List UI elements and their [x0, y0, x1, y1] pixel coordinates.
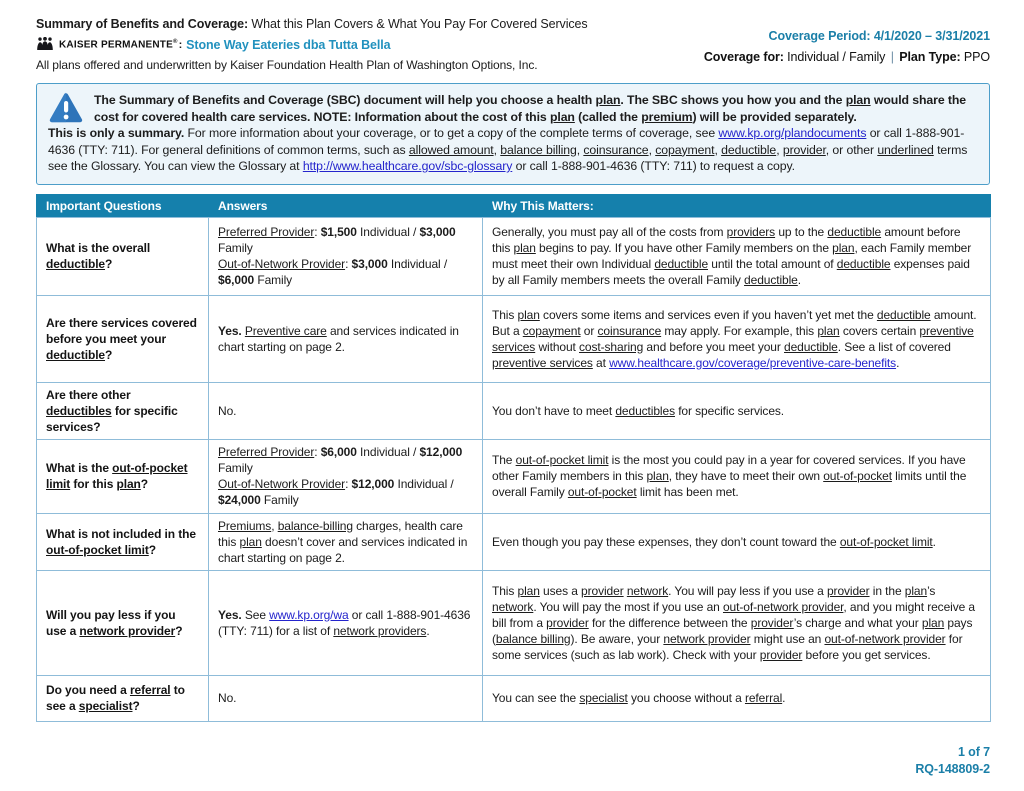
answer-cell: Yes. See www.kp.org/wa or call 1-888-901-4636 (TTY: 711) for a list of network providers. — [209, 570, 483, 675]
question-cell: Are there other deductibles for specific services? — [37, 382, 209, 439]
registered-mark: ® — [172, 39, 178, 46]
answer-cell: Preferred Provider: $1,500 Individual / $3,000 Family Out-of-Network Provider: $3,000 Individual / $6,000 Family — [209, 217, 483, 295]
table-row — [37, 570, 991, 675]
sbc-notice-box — [36, 83, 990, 185]
question-cell: Will you pay less if you use a network provider? — [37, 570, 209, 675]
document-header — [36, 16, 990, 72]
header-important-questions: Important Questions — [37, 194, 209, 217]
why-cell: You don’t have to meet deductibles for specific services. — [483, 382, 991, 439]
answer-cell: No. — [209, 675, 483, 721]
header-answers: Answers — [209, 194, 483, 217]
inline-link[interactable]: www.healthcare.gov/coverage/preventive-care-benefits — [609, 355, 897, 370]
notice-intro-text: The Summary of Benefits and Coverage (SBC) document will help you choose a health plan. The SBC shows you how you and the plan would share the cost for covered health care services. NOTE: Information about the cost of this plan (called the premium) will be provided separately. — [94, 93, 967, 124]
document-id: RQ-148809-2 — [915, 762, 990, 776]
table-row — [37, 217, 991, 295]
page-title: Summary of Benefits and Coverage: What this Plan Covers & What You Pay For Covered Services — [36, 17, 588, 31]
notice-body-text: This is only a summary. For more information about your coverage, or to get a copy of the complete terms of coverage, see www.kp.org/plandocuments or call 1-888-901-4636 (TTY: 711). For general definitions of common terms, such as allowed amount, balance billing, coinsurance, copayment, deductible, provider, or other underlined terms see the Glossary. You can view the Glossary at http://www.healthcare.gov/sbc-glossary or call 1-888-901-4636 (TTY: 711) to request a copy. — [48, 126, 968, 173]
why-cell: This plan covers some items and services even if you haven’t yet met the deductible amount. But a copayment or coinsurance may apply. For example, this plan covers certain preventive services without cost-sharing and before you meet your deductible. See a list of covered preventive services at www.healthcare.gov/coverage/preventive-care-benefits. — [483, 295, 991, 382]
question-cell: What is the out-of-pocket limit for this plan? — [37, 439, 209, 513]
group-name: Stone Way Eateries dba Tutta Bella — [186, 38, 391, 52]
inline-link[interactable]: www.kp.org/plandocuments — [718, 126, 867, 140]
coverage-period: Coverage Period: 4/1/2020 – 3/31/2021 — [768, 29, 990, 43]
why-cell: The out-of-pocket limit is the most you could pay in a year for covered services. If you have other Family members in this plan, they have to meet their own out-of-pocket limits until the overall Family out-of-pocket limit has been met. — [483, 439, 991, 513]
question-cell: What is the overall deductible? — [37, 217, 209, 295]
page-number: 1 of 7 — [957, 745, 990, 759]
table-row — [37, 439, 991, 513]
question-cell: Do you need a referral to see a specialist? — [37, 675, 209, 721]
table-row — [37, 675, 991, 721]
brand-name: KAISER PERMANENTE® — [59, 39, 178, 51]
inline-link[interactable]: http://www.healthcare.gov/sbc-glossary — [302, 159, 513, 173]
brand-line — [36, 36, 588, 54]
answer-cell: No. — [209, 382, 483, 439]
header-why-this-matters: Why This Matters: — [483, 194, 991, 217]
page-footer — [915, 744, 990, 778]
kaiser-permanente-logo-icon — [36, 37, 54, 55]
inline-link[interactable]: www.kp.org/wa — [269, 607, 349, 622]
answer-cell: Preferred Provider: $6,000 Individual / $12,000 Family Out-of-Network Provider: $12,000 Individual / $24,000 Family — [209, 439, 483, 513]
table-row — [37, 513, 991, 570]
why-cell: Generally, you must pay all of the costs from providers up to the deductible amount before this plan begins to pay. If you have other Family members on the plan, each Family member must meet their own Individual deductible until the total amount of deductible expenses paid by all Family members meets the overall Family deductible. — [483, 217, 991, 295]
underwriter-note: All plans offered and underwritten by Kaiser Foundation Health Plan of Washington Options, Inc. — [36, 58, 538, 72]
warning-icon — [48, 92, 84, 129]
coverage-for-plan-type: Coverage for: Individual / Family | Plan Type: PPO — [703, 50, 990, 64]
brand-colon: : — [178, 39, 183, 51]
answer-cell: Yes. Preventive care and services indicated in chart starting on page 2. — [209, 295, 483, 382]
table-row — [37, 295, 991, 382]
why-cell: This plan uses a provider network. You will pay less if you use a provider in the plan’s network. You will pay the most if you use an out-of-network provider, and you might receive a bill from a provider for the difference between the provider’s charge and what your plan pays (balance billing). Be aware, your network provider might use an out-of-network provider for some services (such as lab work). Check with your provider before you get services. — [483, 570, 991, 675]
question-cell: Are there services covered before you meet your deductible? — [37, 295, 209, 382]
question-cell: What is not included in the out-of-pocket limit? — [37, 513, 209, 570]
why-cell: Even though you pay these expenses, they don’t count toward the out-of-pocket limit. — [483, 513, 991, 570]
important-questions-table — [36, 194, 991, 722]
table-header-row — [37, 194, 991, 217]
answer-cell: Premiums, balance-billing charges, health care this plan doesn’t cover and services indicated in chart starting on page 2. — [209, 513, 483, 570]
why-cell: You can see the specialist you choose without a referral. — [483, 675, 991, 721]
table-row — [37, 382, 991, 439]
